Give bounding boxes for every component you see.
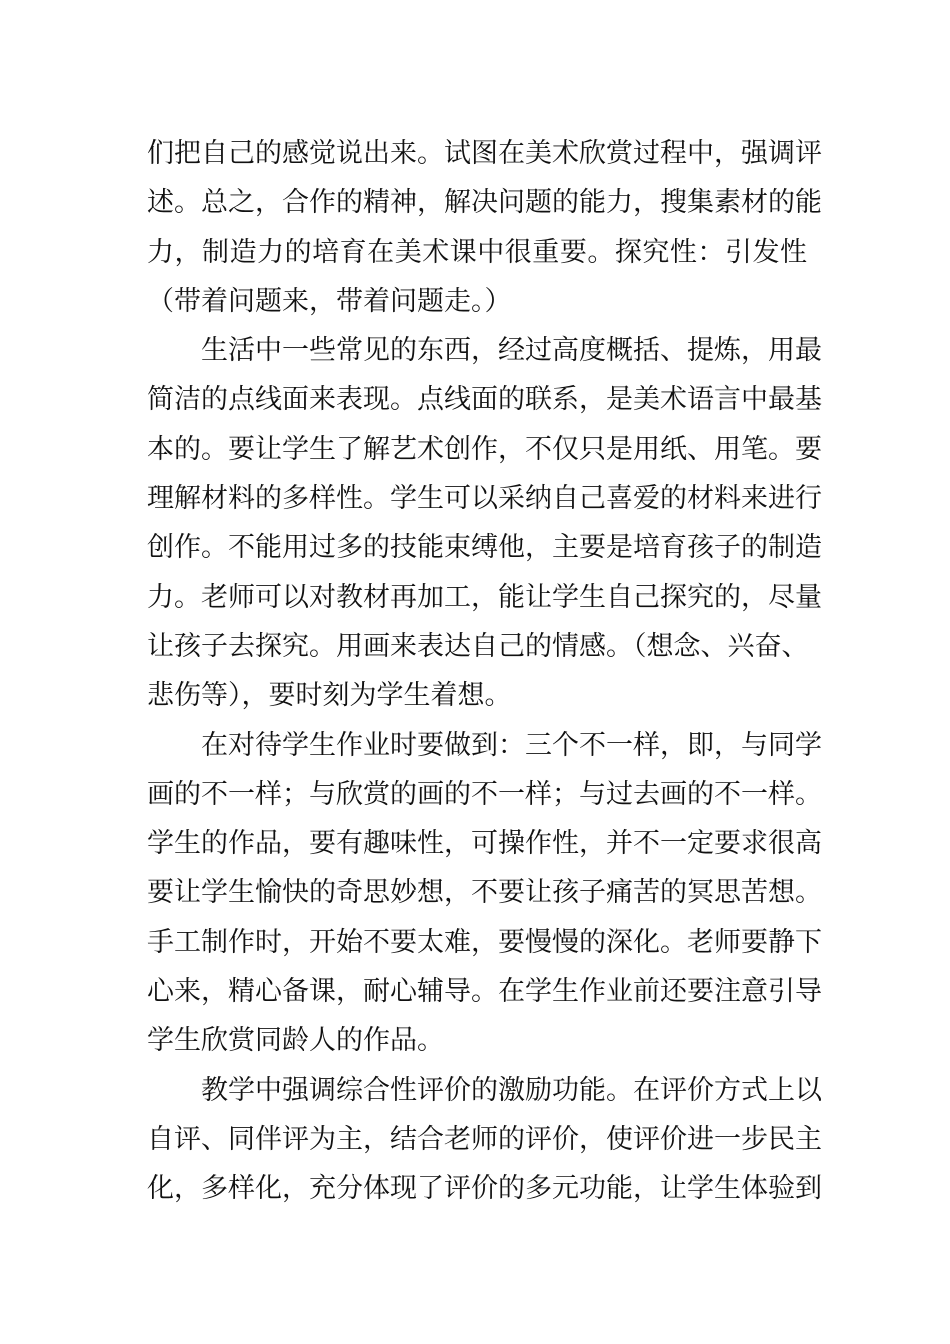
text-line: 学生欣赏同龄人的作品。 — [147, 1025, 444, 1057]
text-line: 让孩子去探究。用画来表达自己的情感。（想念、兴奋、 — [147, 630, 809, 662]
text-line: 画的不一样；与欣赏的画的不一样；与过去画的不一样。 — [147, 778, 822, 810]
text-line: 要让学生愉快的奇思妙想，不要让孩子痛苦的冥思苦想。 — [147, 877, 822, 909]
text-line: 理解材料的多样性。学生可以采纳自己喜爱的材料来进行 — [147, 483, 822, 515]
paragraph-3 — [147, 721, 822, 1066]
text-line: 简洁的点线面来表现。点线面的联系，是美术语言中最基 — [147, 384, 822, 416]
text-line: 心来，精心备课，耐心辅导。在学生作业前还要注意引导 — [147, 976, 822, 1008]
text-line: 力，制造力的培育在美术课中很重要。探究性：引发性 — [147, 236, 807, 268]
text-line: 学生的作品，要有趣味性，可操作性，并不一定要求很高 — [147, 828, 822, 860]
text-line: 化，多样化，充分体现了评价的多元功能，让学生体验到 — [147, 1173, 822, 1205]
text-line: 们把自己的感觉说出来。试图在美术欣赏过程中，强调评 — [147, 138, 822, 169]
text-line: 教学中强调综合性评价的激励功能。在评价方式上以 — [201, 1074, 822, 1106]
text-line: 自评、同伴评为主，结合老师的评价，使评价进一步民主 — [147, 1123, 822, 1155]
paragraph-1 — [147, 129, 822, 326]
text-line: 力。老师可以对教材再加工，能让学生自己探究的，尽量 — [147, 581, 822, 613]
text-line: 生活中一些常见的东西，经过高度概括、提炼，用最 — [201, 335, 822, 367]
text-line: 在对待学生作业时要做到：三个不一样，即，与同学 — [201, 729, 822, 761]
paragraph-2 — [147, 326, 822, 720]
text-line: 悲伤等），要时刻为学生着想。 — [147, 680, 512, 712]
text-line: 述。总之，合作的精神，解决问题的能力，搜集素材的能 — [147, 187, 822, 219]
paragraph-4 — [147, 1066, 822, 1214]
text-line: （带着问题来，带着问题走。） — [147, 285, 512, 317]
text-line: 手工制作时，开始不要太难，要慢慢的深化。老师要静下 — [147, 926, 822, 958]
body-text — [147, 129, 822, 1214]
text-line: 创作。不能用过多的技能束缚他，主要是培育孩子的制造 — [147, 532, 822, 564]
text-line: 本的。要让学生了解艺术创作，不仅只是用纸、用笔。要 — [147, 433, 822, 465]
